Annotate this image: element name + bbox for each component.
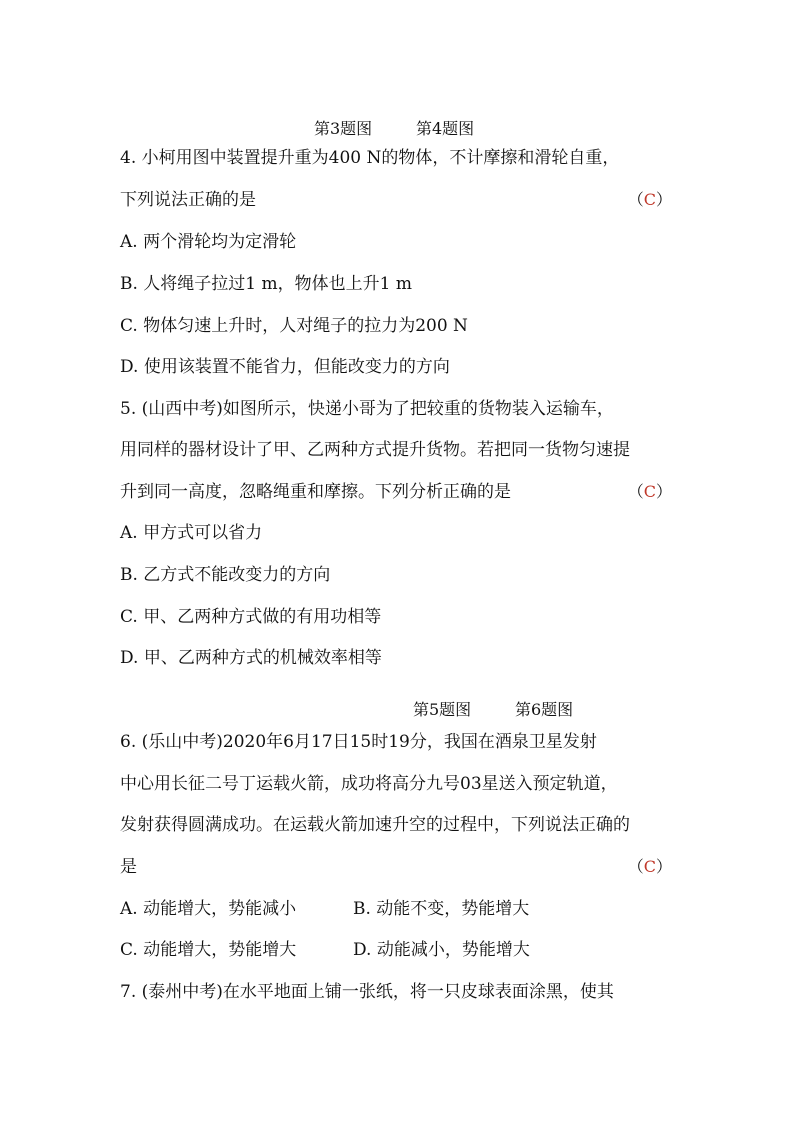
question-6-stem-line1: 6. (乐山中考)2020年6月17日15时19分，我国在酒泉卫星发射 <box>120 732 597 752</box>
question-4-stem-line1: 4. 小柯用图中装置提升重为400 N的物体，不计摩擦和滑轮自重， <box>120 148 620 168</box>
question-5-answer-letter: C <box>643 482 656 501</box>
question-6-option-c: C. 动能增大，势能增大 <box>120 940 297 960</box>
question-6-answer-letter: C <box>643 857 656 876</box>
question-5-option-a: A. 甲方式可以省力 <box>120 523 263 543</box>
question-4-option-d: D. 使用该装置不能省力，但能改变力的方向 <box>120 357 450 377</box>
question-4-answer-letter: C <box>643 190 656 209</box>
caption-fig4: 第4题图 <box>416 119 475 138</box>
question-4-stem-line2: 下列说法正确的是 <box>120 190 256 210</box>
question-6-answer: （C） <box>627 857 672 876</box>
question-5-answer: （C） <box>627 482 672 501</box>
question-6-option-d: D. 动能减小，势能增大 <box>353 940 530 960</box>
question-4-answer: （C） <box>627 190 672 209</box>
question-6-stem-line4: 是 <box>120 857 137 877</box>
question-5-option-d: D. 甲、乙两种方式的机械效率相等 <box>120 648 382 668</box>
question-6-stem-line2: 中心用长征二号丁运载火箭，成功将高分九号03星送入预定轨道， <box>120 774 618 794</box>
caption-fig5: 第5题图 <box>413 700 472 719</box>
question-6-option-b: B. 动能不变，势能增大 <box>353 899 530 919</box>
question-5-stem-line3: 升到同一高度，忽略绳重和摩擦。下列分析正确的是 <box>120 482 511 502</box>
caption-fig3: 第3题图 <box>314 119 373 138</box>
question-4-option-a: A. 两个滑轮均为定滑轮 <box>120 232 297 252</box>
question-5-option-c: C. 甲、乙两种方式做的有用功相等 <box>120 607 382 627</box>
question-5-option-b: B. 乙方式不能改变力的方向 <box>120 565 331 585</box>
question-6-option-a: A. 动能增大，势能减小 <box>120 899 297 919</box>
question-7-stem-line1: 7. (泰州中考)在水平地面上铺一张纸，将一只皮球表面涂黑，使其 <box>120 982 614 1002</box>
question-4-option-c: C. 物体匀速上升时，人对绳子的拉力为200 N <box>120 316 468 336</box>
caption-fig6: 第6题图 <box>515 700 574 719</box>
question-4-option-b: B. 人将绳子拉过1 m，物体也上升1 m <box>120 274 412 294</box>
question-5-stem-line1: 5. (山西中考)如图所示，快递小哥为了把较重的货物装入运输车， <box>120 399 614 419</box>
question-6-stem-line3: 发射获得圆满成功。在运载火箭加速升空的过程中，下列说法正确的 <box>120 815 630 835</box>
question-5-stem-line2: 用同样的器材设计了甲、乙两种方式提升货物。若把同一货物匀速提 <box>120 440 630 460</box>
